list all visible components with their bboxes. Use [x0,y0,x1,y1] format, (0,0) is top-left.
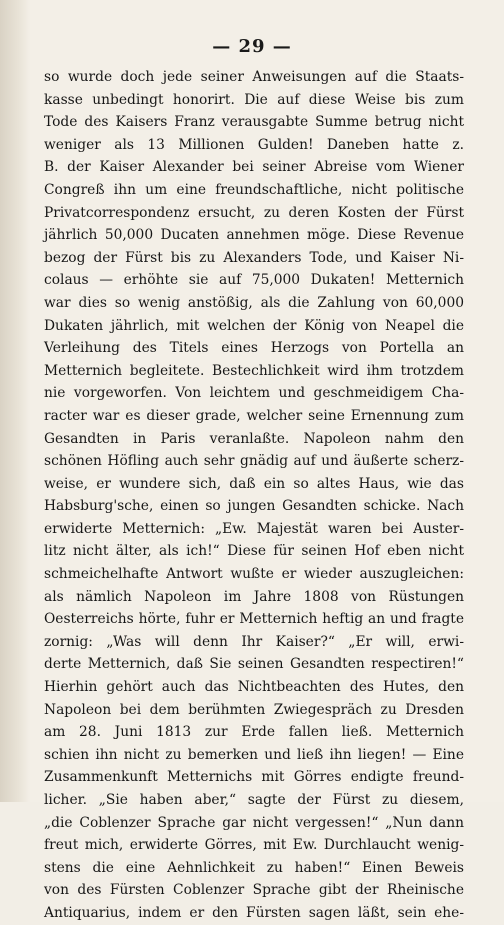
text-line: Oesterreichs hörte, fuhr er Metternich heftig an und fragte [44,611,464,628]
text-line: war dies so wenig anstößig, als die Zahlung von 60,000 [44,294,464,311]
text-line: bezog der Fürst bis zu Alexanders Tode, und Kaiser Ni- [44,249,464,266]
text-line: Verleihung des Titels eines Herzogs von Portella an [44,340,464,357]
text-line: so wurde doch jede seiner Anweisungen auf die Staats- [44,69,464,85]
text-line: weniger als 13 Millionen Gulden! Daneben hatte z. [44,136,464,153]
text-line: weise, er wundere sich, daß ein so altes Haus, wie das [44,475,464,492]
text-line: stens die eine Aehnlichkeit zu haben!“ Einen Beweis [44,859,464,876]
text-line: Tode des Kaisers Franz verausgabte Summe betrug nicht [44,114,464,131]
page-gutter-shadow [0,0,30,802]
text-line: erwiderte Metternich: „Ew. Majestät waren bei Auster- [44,520,464,537]
text-line: jährlich 50,000 Ducaten annehmen möge. Diese Revenue [44,227,464,244]
text-line: derte Metternich, daß Sie seinen Gesandten respectiren!“ [44,656,464,673]
text-line: Dukaten jährlich, mit welchen der König von Neapel die [44,317,464,334]
text-line: Habsburg'sche, einen so jungen Gesandten schicke. Nach [44,498,464,515]
text-line: am 28. Juni 1813 zur Erde fallen ließ. Metternich [44,724,464,741]
text-line: freut mich, erwiderte Görres, mit Ew. Durchlaucht wenig- [44,837,464,854]
page-number: — 29 — [212,36,292,57]
text-line: licher. „Sie haben aber,“ sagte der Fürst zu diesem, [44,792,464,808]
text-line: schmeichelhafte Antwort wußte er wieder auszugleichen: [44,566,464,583]
text-line: von des Fürsten Coblenzer Sprache gibt der Rheinische [44,882,464,899]
text-line: Hierhin gehört auch das Nichtbeachten des Hutes, den [44,679,464,696]
text-line: als nämlich Napoleon im Jahre 1808 von Rüstungen [44,588,464,605]
text-line: Napoleon bei dem berühmten Zwiegespräch zu Dresden [44,701,464,718]
text-line: Metternich begleitete. Bestechlichkeit wird ihm trotzdem [44,362,464,379]
text-line: B. der Kaiser Alexander bei seiner Abreise vom Wiener [44,159,464,176]
text-line: litz nicht älter, als ich!“ Diese für seinen Hof eben nicht [44,543,464,560]
text-line: Congreß ihn um eine freundschaftliche, nicht politische [44,181,464,198]
body-text [44,66,464,925]
text-line: zornig: „Was will denn Ihr Kaiser?“ „Er will, erwi- [44,633,464,650]
text-line: kasse unbedingt honorirt. Die auf diese Weise bis zum [44,91,464,108]
text-line: Gesandten in Paris veranlaßte. Napoleon nahm den [44,430,464,447]
text-line: Antiquarius, indem er den Fürsten sagen läßt, sein ehe- [44,904,464,921]
text-line: colaus — erhöhte sie auf 75,000 Dukaten! Metternich [44,272,464,289]
text-line: schien ihn nicht zu bemerken und ließ ihn liegen! — Eine [44,746,464,763]
text-line: racter war es dieser grade, welcher seine Ernennung zum [44,407,464,424]
text-line: Privatcorrespondenz ersucht, zu deren Kosten der Fürst [44,204,464,221]
text-line: „die Coblenzer Sprache gar nicht vergessen!“ „Nun dann [44,814,464,831]
text-line: nie vorgeworfen. Von leichtem und geschmeidigem Cha- [44,385,464,402]
text-line: Zusammenkunft Metternichs mit Görres endigte freund- [44,769,464,786]
text-line: schönen Höfling auch sehr gnädig auf und äußerte scherz- [44,453,464,470]
